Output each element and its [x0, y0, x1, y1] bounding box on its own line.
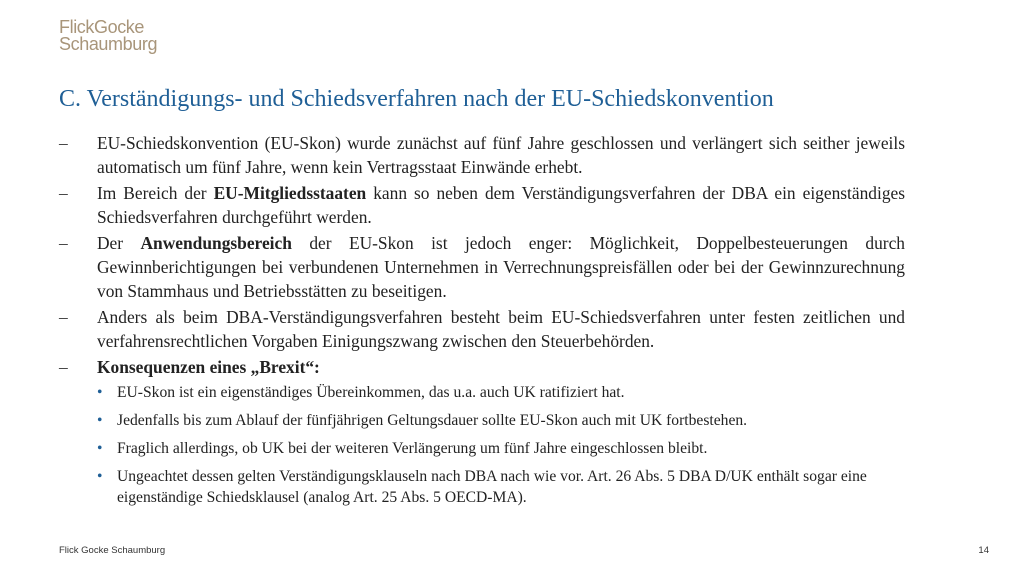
dash-marker: –: [59, 233, 68, 253]
page-number: 14: [978, 545, 989, 556]
sub-item-text: Fraglich allerdings, ob UK bei der weiteren Verlängerung um fünf Jahre eingeschlossen bleibt.: [117, 440, 708, 457]
list-item: [59, 231, 905, 303]
bullet-marker: •: [97, 468, 103, 485]
sub-item-text: Jedenfalls bis zum Ablauf der fünfjährigen Geltungsdauer sollte EU-Skon auch mit UK fortbestehen.: [117, 412, 748, 429]
item-emphasis: Konsequenzen eines „Brexit“:: [97, 357, 320, 377]
item-emphasis: Anwendungsbereich: [140, 233, 292, 253]
bullet-marker: •: [97, 440, 103, 457]
slide-title: C. Verständigungs- und Schiedsverfahren nach der EU-Schiedskonvention: [59, 86, 774, 112]
company-logo: [59, 19, 157, 53]
bullet-marker: •: [97, 412, 103, 429]
item-emphasis: EU-Mitgliedsstaaten: [213, 183, 367, 203]
list-item: [59, 131, 905, 179]
item-text: Der: [97, 233, 141, 253]
slide-content: [59, 131, 905, 515]
dash-marker: –: [59, 133, 68, 153]
list-item: [59, 305, 905, 353]
item-text: Im Bereich der: [97, 183, 214, 203]
logo-line-2: Schaumburg: [59, 34, 158, 54]
sub-list-item: [59, 438, 905, 459]
item-text: Anders als beim DBA-Verständigungsverfahren besteht beim EU-Schiedsverfahren unter festen zeitlichen und verfahrensrechtlichen Vorgaben Einigungszwang zwischen den Steuerbehörden.: [97, 307, 905, 351]
item-text: EU-Schiedskonvention (EU-Skon) wurde zunächst auf fünf Jahre geschlossen und verlängert sich seither jeweils automatisch um fünf Jahre, wenn kein Vertragsstaat Einwände erhebt.: [97, 133, 905, 177]
sub-list-item: [59, 382, 905, 403]
sub-list-item: [59, 466, 905, 508]
bullet-marker: •: [97, 384, 103, 401]
sub-list-item: [59, 410, 905, 431]
sub-item-text: Ungeachtet dessen gelten Verständigungsklauseln nach DBA nach wie vor. Art. 26 Abs. 5 DBA D/UK enthält sogar eine eigenständige Schiedsklausel (analog Art. 25 Abs. 5 OECD-MA).: [117, 468, 867, 506]
item-text: kann so neben dem Verständigungsverfahren der DBA ein eigenständiges Schiedsverfahren durchgeführt werden.: [97, 183, 906, 227]
dash-marker: –: [59, 183, 68, 203]
dash-marker: –: [59, 357, 68, 377]
footer-company: Flick Gocke Schaumburg: [59, 545, 166, 556]
list-item: [59, 181, 905, 229]
logo-line-1: FlickGocke: [59, 17, 145, 37]
dash-marker: –: [59, 307, 68, 327]
sub-item-text: EU-Skon ist ein eigenständiges Übereinkommen, das u.a. auch UK ratifiziert hat.: [117, 384, 625, 401]
item-text: der EU-Skon ist jedoch enger: Möglichkeit, Doppelbesteuerungen durch Gewinnberichtigungen bei verbundenen Unternehmen in Verrechnungspreisfällen oder bei der Gewinnzurechnung von Stammhaus und Betriebsstätten zu beseitigen.: [97, 233, 906, 301]
list-item: [59, 355, 905, 379]
